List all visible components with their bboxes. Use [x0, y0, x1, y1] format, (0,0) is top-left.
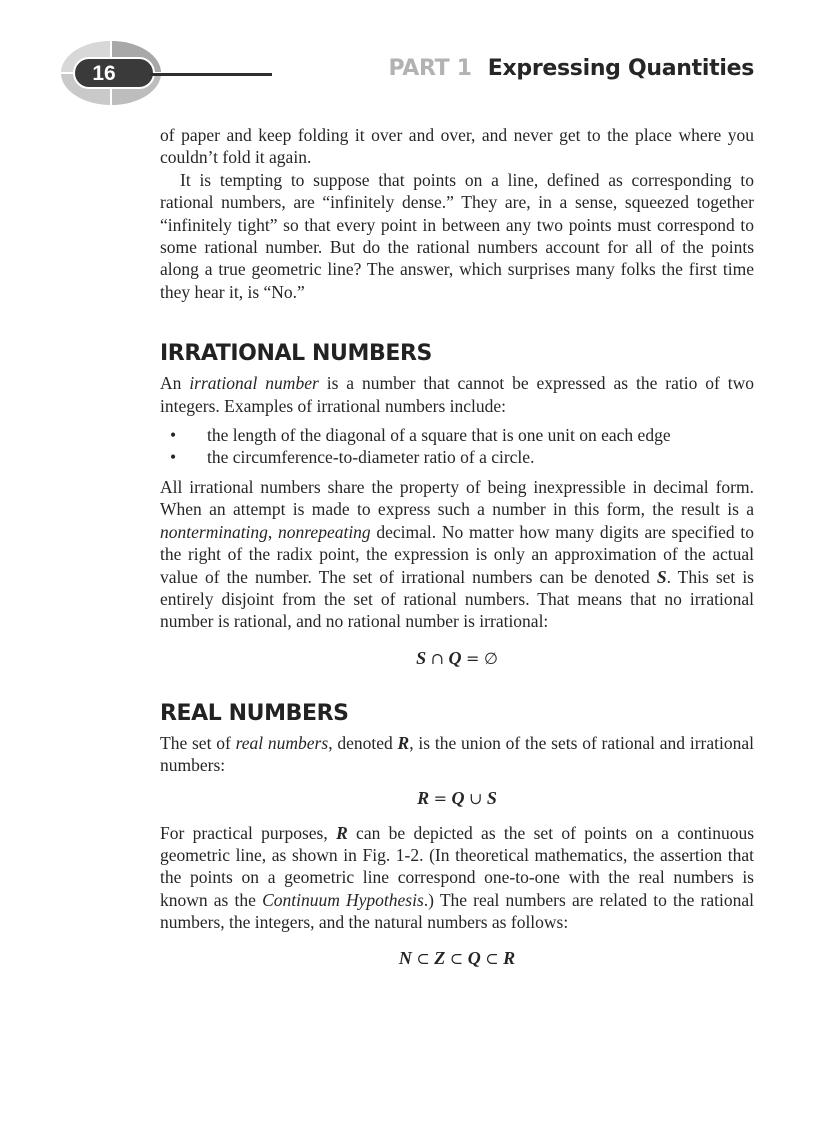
text-span: .) The real numbers are related to the rational numbers, the integers, and the natural numbers as follows: [160, 889, 754, 933]
eq-symbol: ∅ [483, 648, 498, 668]
heading-real-numbers: REAL NUMBERS [160, 700, 349, 726]
list-item [160, 446, 754, 468]
page-header [0, 0, 816, 120]
text-span: All irrational numbers share the property of being inexpressible in decimal form. When an attempt is made to express such a number in this form, the result is a [160, 476, 754, 520]
continued-paragraph: of paper and keep folding it over and over, and never get to the place where you couldn’t fold it again. [160, 125, 754, 168]
eq-symbol: R [417, 787, 430, 808]
eq-operator: ⊂ [416, 948, 430, 968]
paragraph-real-line [160, 822, 754, 934]
eq-symbol: Q [451, 787, 465, 808]
irrational-examples-list [160, 424, 754, 469]
bullet-icon: • [170, 425, 177, 446]
text-span: , denoted [328, 732, 398, 753]
text-span: can be depicted as the set of points on a continuous geometric line, as shown in Fig. 1-2. (In theoretical mathematics, the assertion that the points on a geometric line correspond one-to-one with the real numbers is known as the [160, 822, 755, 910]
term-nonterminating: nonterminating [160, 521, 268, 542]
eq-symbol: R [503, 947, 516, 968]
eq-symbol: S [486, 787, 497, 808]
text-span: . This set is entirely disjoint from the set of rational numbers. That means that no irrational number is rational, and no rational number is irrational: [160, 566, 754, 632]
symbol-r: R [397, 732, 410, 753]
symbol-s: S [656, 566, 667, 587]
eq-operator: = [433, 788, 447, 808]
chapter-title: Expressing Quantities [487, 56, 754, 81]
eq-symbol: Z [434, 947, 446, 968]
paragraph-irrational-properties [160, 476, 754, 633]
eq-operator: ⊂ [449, 948, 464, 968]
page-content [160, 124, 754, 971]
eq-symbol: N [398, 947, 412, 968]
equation-disjoint [160, 646, 754, 671]
eq-operator: ∩ [430, 648, 445, 668]
part-label: PART 1 [388, 56, 472, 81]
text-span: An [160, 373, 190, 394]
eq-symbol: S [416, 647, 427, 668]
header-rule [150, 73, 272, 76]
text-span: The set of [160, 732, 236, 753]
equation-real-union [160, 786, 754, 811]
list-item-text: the circumference-to-diameter ratio of a circle. [207, 447, 535, 468]
term-continuum-hypothesis: Continuum Hypothesis [262, 889, 424, 910]
eq-operator: ∪ [469, 788, 483, 808]
eq-operator: = [466, 648, 480, 668]
symbol-r: R [336, 822, 348, 843]
page-number-badge [60, 40, 162, 106]
paragraph-real-definition [160, 732, 754, 777]
term-real-numbers: real numbers [235, 732, 329, 753]
heading-irrational-numbers: IRRATIONAL NUMBERS [160, 341, 432, 367]
paragraph-irrational-definition [160, 372, 754, 417]
list-item [160, 424, 754, 446]
list-item-text: the length of the diagonal of a square that is one unit on each edge [207, 425, 671, 446]
page-number: 16 [92, 62, 116, 85]
eq-symbol: Q [467, 947, 481, 968]
paragraph-rational-density: It is tempting to suppose that points on a line, defined as corresponding to rational numbers, are “infinitely dense.” They are, in a sense, squeezed together “infinitely tight” so that every point in between any two points must correspond to some rational number. But do the rational numbers account for all of the points along a true geometric line? The answer, which surprises many folks the first time they hear it, is “No.” [160, 169, 754, 302]
text-span: For practical purposes, [160, 822, 337, 843]
term-irrational-number: irrational number [189, 373, 319, 394]
term-nonrepeating: nonrepeating [278, 521, 371, 542]
text-span: , [267, 521, 279, 542]
text-span: , is the union of the sets of rational and irrational numbers: [160, 732, 754, 776]
eq-symbol: Q [448, 647, 462, 668]
eq-operator: ⊂ [485, 948, 499, 968]
text-span: decimal. No matter how many digits are specified to the right of the radix point, the expression is only an approximation of the actual value of the number. The set of irrational numbers can be denoted [160, 521, 755, 587]
bullet-icon: • [170, 447, 177, 468]
equation-set-chain [160, 946, 754, 971]
running-head [388, 56, 754, 81]
text-span: is a number that cannot be expressed as the ratio of two integers. Examples of irrational numbers include: [160, 373, 754, 416]
